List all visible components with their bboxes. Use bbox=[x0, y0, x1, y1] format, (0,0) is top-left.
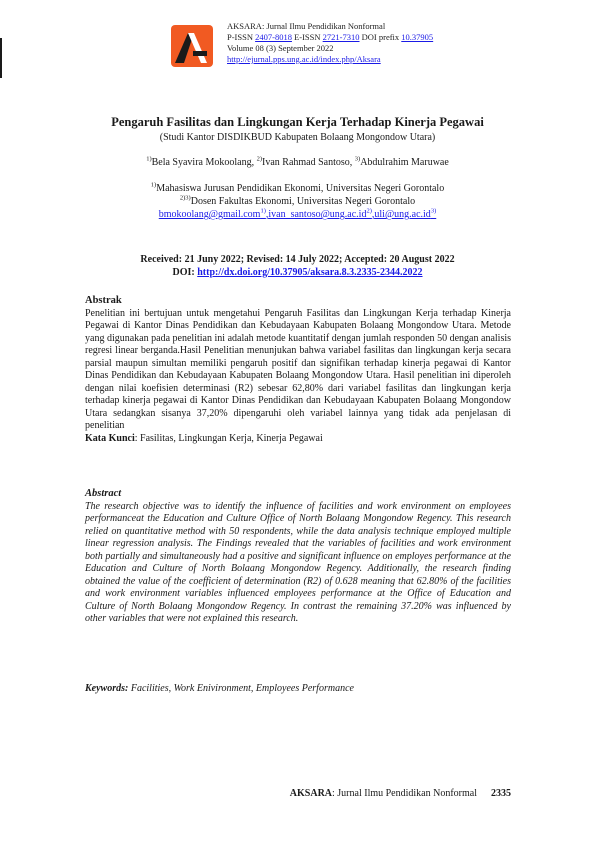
issn-line: P-ISSN 2407-8018 E-ISSN 2721-7310 DOI prefix 10.37905 bbox=[227, 32, 434, 42]
doi-line: DOI: http://dx.doi.org/10.37905/aksara.8.3.2335-2344.2022 bbox=[172, 267, 423, 278]
paper-subtitle: (Studi Kantor DISDIKBUD Kabupaten Bolaang Mongondow Utara) bbox=[159, 132, 436, 143]
abstract-heading: Abstract bbox=[85, 488, 122, 499]
journal-header bbox=[171, 21, 531, 81]
author-name: Bela Syavira Mokoolang, bbox=[151, 157, 255, 168]
affiliations: $^{1)}$Mahasiswa Jurusan Pendidikan Ekonomi, Universitas Negeri Gorontalo $^{2)3)}$Dosen Fakultas Ekonomi, Universitas Negeri Gorontalo bmokoolang@gmail.com$^{1)}$,ivan_santoso@ung.ac.id$^{2)}$,uli@ung.ac.id$^{3)}$ bbox=[0, 182, 595, 221]
author-name: Ivan Rahmad Santoso, bbox=[262, 157, 353, 168]
page-edge-marker bbox=[0, 38, 2, 78]
email-line bbox=[0, 208, 595, 221]
volume-line: Volume 08 (3) September 2022 bbox=[227, 43, 334, 53]
submission-dates: Received: 21 Juny 2022; Revised: 14 July 2022; Accepted: 20 August 2022 DOI: http://dx.doi.org/10.37905/aksara.8.3.2335-2344.2022 bbox=[0, 253, 595, 279]
abstract-text: The research objective was to identify the influence of facilities and work environment on employees performanceat the Education and Culture Office of North Bolaang Mongondow Regency. This research relied on quantitative method with 50 respondents, while the data analysis technique employed multiple linear regression analysis. The Findings revealed that the variables of facilities and work environment both partially and simultaneously had a positive and significant influence on employes performance at the Education and Culture of North Bolaang Mongondow Regency. Additionally, the research finding obtained the value of the coefficient of determination (R2) of 0.628 meaning that 62.80% of the facilities and work environment variables influenced employees performance at the Office of Education and Culture of North Bolaang Mongondow Regency. In contrast the remaining 37.20% was influenced by other variables that were not explained this research. bbox=[85, 500, 511, 624]
aksara-logo-icon bbox=[171, 25, 213, 67]
journal-name: AKSARA: Jurnal Ilmu Pendidikan Nonformal bbox=[227, 21, 386, 31]
keywords-indonesian: Kata Kunci: Fasilitas, Lingkungan Kerja, Kinerja Pegawai bbox=[85, 432, 323, 444]
affiliation: Dosen Fakultas Ekonomi, Universitas Negeri Gorontalo bbox=[190, 196, 416, 207]
keywords-english: Keywords: Facilities, Work Enivironment, Employees Performance bbox=[85, 683, 354, 694]
abstract-heading: Abstrak bbox=[85, 295, 122, 306]
author-name: Abdulrahim Maruwae bbox=[360, 157, 449, 168]
page-number: 2335 bbox=[491, 788, 511, 799]
eissn-link[interactable]: 2721-7310 bbox=[322, 32, 360, 42]
author-list: $^{1)}$Bela Syavira Mokoolang, $^{2)}$Ivan Rahmad Santoso, $^{3)}$Abdulrahim Maruwae bbox=[146, 155, 449, 168]
pissn-link[interactable]: 2407-8018 bbox=[255, 32, 292, 42]
affiliation: Mahasiswa Jurusan Pendidikan Ekonomi, Universitas Negeri Gorontalo bbox=[156, 183, 445, 194]
journal-url-link[interactable]: http://ejurnal.pps.ung.ac.id/index.php/Aksara bbox=[227, 54, 381, 64]
abstract-indonesian bbox=[85, 295, 511, 445]
abstract-text: Penelitian ini bertujuan untuk mengetahui Pengaruh Fasilitas dan Lingkungan Kerja terhadap Kinerja Pegawai di Kantor Dinas Pendidikan dan Kebudayaan Kabupaten Bolaang Mongondow Utara. Metode yang digunakan pada penelitian ini adalah metode kuantitatif dengan jumlah responden 50 dengan analisis regresi linear berganda.Hasil Penelitian menunjukan bahwa variabel fasilitas dan lingkungan kerja secara parsial maupun simultan memiliki pengaruh positif dan signifikan terhadap kinerja pegawai di Kantor Dinas Pendidikan dan Kebudayaan Kabupaten Bolaang Mongondow Utara. Hasil penelitian ini diperoleh dengan nilai koefisien determinasi (R2) sebesar 62,80% dari variabel fasilitas dan lingkungan kerja terhadap kinerja pegawai di Kantor Dinas Pendidikan dan Kebudayaan Kabupaten Bolaang Mongondow Utara sedangkan sisanya 37,20% dipengaruhi oleh variabel lainnya yang tidak ada penjelasan di penelitian bbox=[85, 307, 511, 431]
paper-title: Pengaruh Fasilitas dan Lingkungan Kerja Terhadap Kinerja Pegawai bbox=[111, 115, 484, 129]
email-link[interactable]: bmokoolang@gmail.com$^{1)}$,ivan_santoso@ung.ac.id$^{2)}$,uli@ung.ac.id$^{3)}$ bbox=[158, 207, 437, 220]
page-footer: AKSARA: Jurnal Ilmu Pendidikan Nonformal 2335 bbox=[289, 788, 511, 799]
doi-link[interactable]: http://dx.doi.org/10.37905/aksara.8.3.2335-2344.2022 bbox=[197, 267, 423, 278]
doi-prefix-link[interactable]: 10.37905 bbox=[401, 32, 434, 42]
abstract-english bbox=[85, 488, 511, 626]
